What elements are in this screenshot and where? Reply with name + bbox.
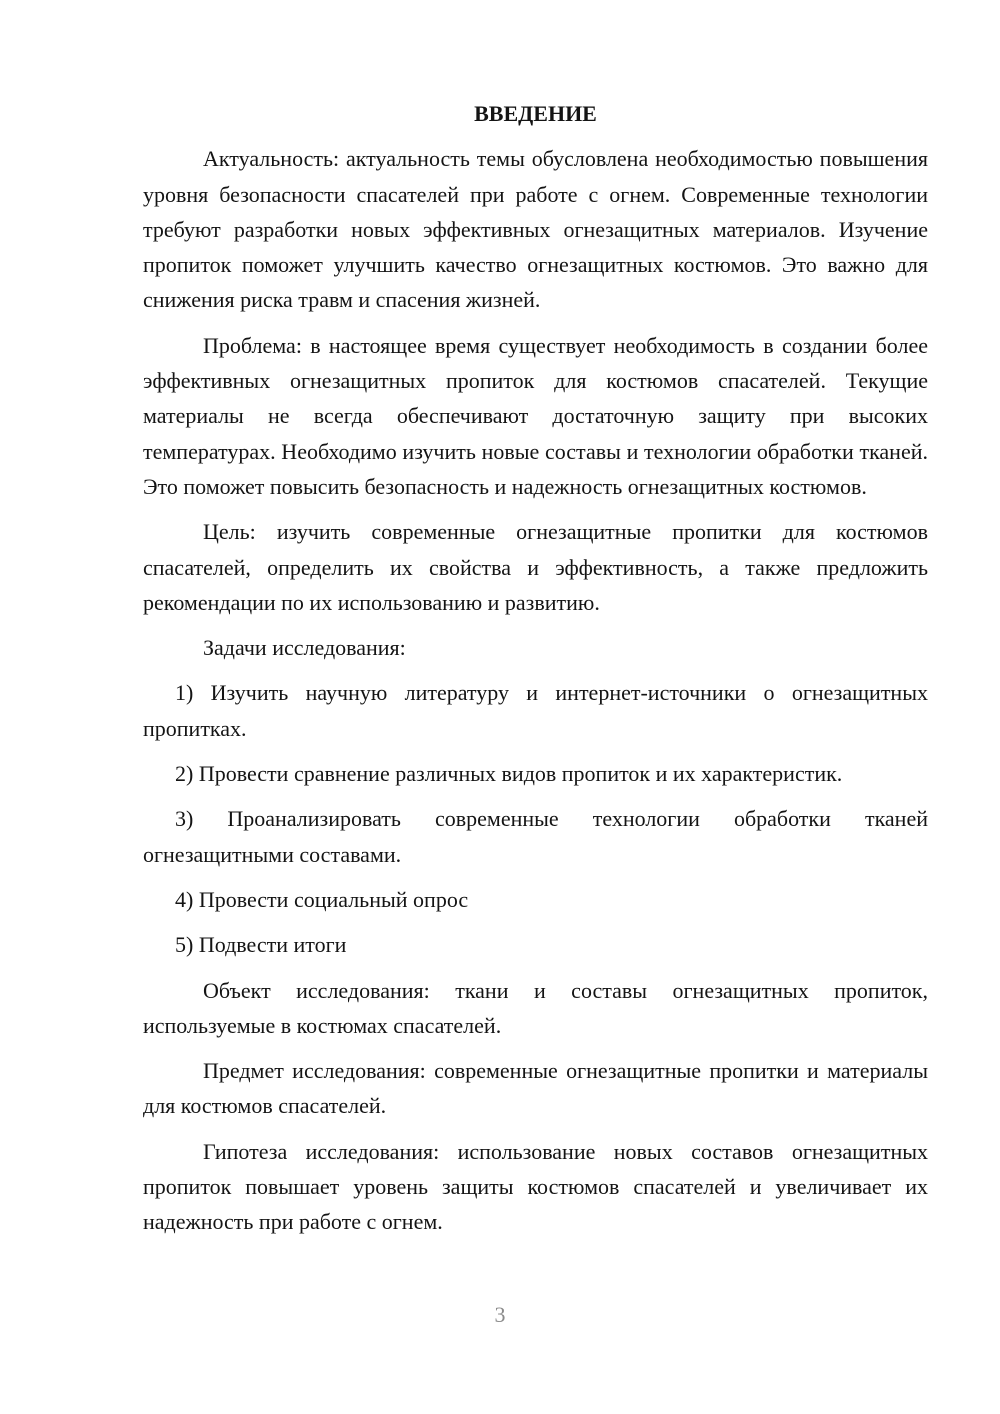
- task-item-1: 1) Изучить научную литературу и интернет-источники о огнезащитных пропитках.: [143, 680, 928, 741]
- paragraph-object: Объект исследования: ткани и составы огнезащитных пропиток, используемые в костюмах спасателей.: [143, 977, 928, 1038]
- paragraph-subject: Предмет исследования: современные огнезащитные пропитки и материалы для костюмов спасателей.: [143, 1058, 928, 1119]
- section-title: ВВЕДЕНИЕ: [474, 101, 597, 126]
- paragraph-tasks-heading: Задачи исследования:: [203, 635, 406, 661]
- paragraph-relevance: Актуальность: актуальность темы обусловлена необходимостью повышения уровня безопасности спасателей при работе с огнем. Современные технологии требуют разработки новых эффективных огнезащитных материалов. Изучение пропиток поможет улучшить качество огнезащитных костюмов. Это важно для снижения риска травм и спасения жизней.: [143, 146, 928, 313]
- paragraph-problem: Проблема: в настоящее время существует необходимость в создании более эффективных огнезащитных пропиток для костюмов спасателей. Текущие материалы не всегда обеспечивают достаточную защиту при высоких температурах. Необходимо изучить новые составы и технологии обработки тканей. Это поможет повысить безопасность и надежность огнезащитных костюмов.: [143, 332, 928, 499]
- paragraph-goal: Цель: изучить современные огнезащитные пропитки для костюмов спасателей, определить их свойства и эффективность, а также предложить рекомендации по их использованию и развитию.: [143, 519, 928, 615]
- document-page: [143, 96, 928, 1250]
- task-item-5: 5) Подвести итоги: [175, 932, 347, 958]
- task-item-4: 4) Провести социальный опрос: [175, 886, 469, 912]
- task-item-3: 3) Проанализировать современные технологии обработки тканей огнезащитными составами.: [143, 806, 928, 867]
- paragraph-hypothesis: Гипотеза исследования: использование новых составов огнезащитных пропиток повышает уровень защиты костюмов спасателей и увеличивает их надежность при работе с огнем.: [143, 1138, 928, 1235]
- task-item-2: 2) Провести сравнение различных видов пропиток и их характеристик.: [175, 761, 843, 787]
- page-number: 3: [494, 1302, 506, 1327]
